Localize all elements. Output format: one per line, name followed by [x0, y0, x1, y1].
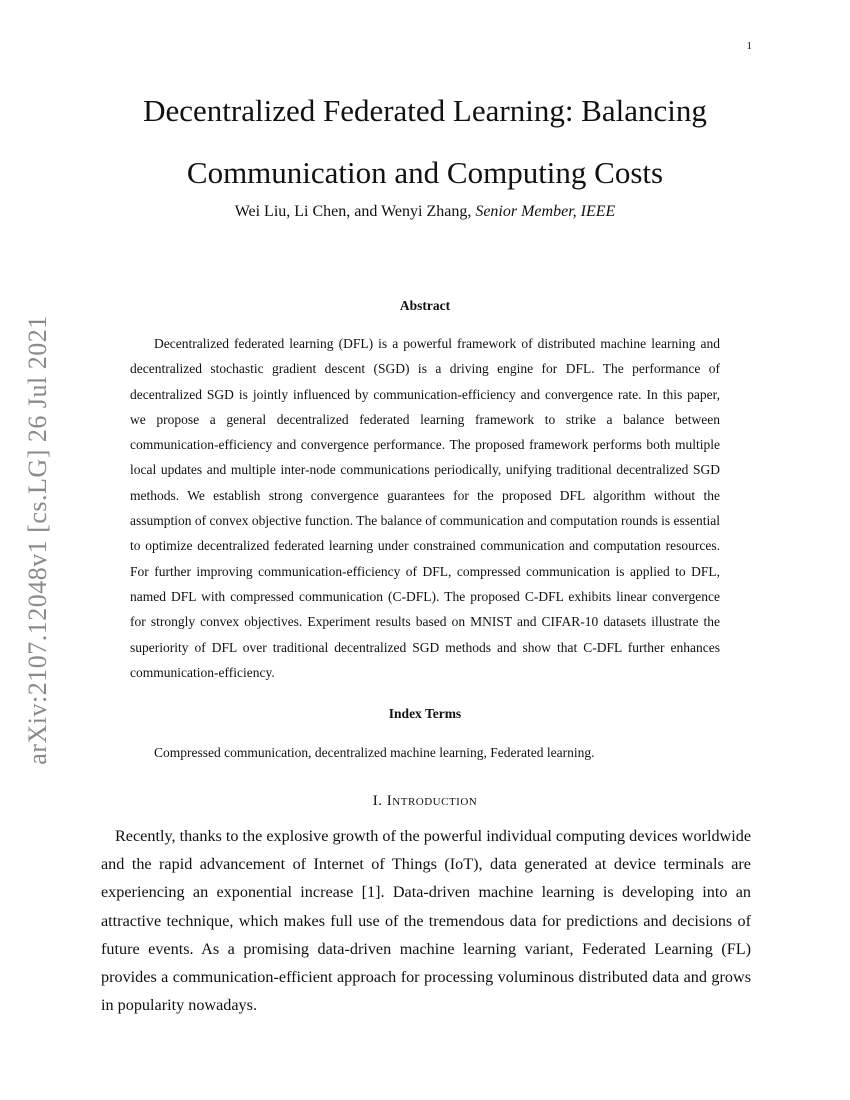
index-terms-body: Compressed communication, decentralized machine learning, Federated learning.	[154, 745, 595, 760]
author-line	[100, 200, 750, 224]
introduction-heading	[100, 793, 750, 810]
section-title: Introduction	[386, 793, 478, 809]
abstract-body: Decentralized federated learning (DFL) is a powerful framework of distributed machine learning and decentralized stochastic gradient descent (SGD) is a driving engine for DFL. The performance of decentralized SGD is jointly influenced by communication-efficiency and convergence rate. In this paper, we propose a general decentralized federated learning framework to strike a balance between communication-efficiency and convergence performance. The proposed framework performs both multiple local updates and multiple inter-node communications periodically, unifying traditional decentralized SGD methods. We establish strong convergence guarantees for the proposed DFL algorithm without the assumption of convex objective function. The balance of communication and computation rounds is essential to optimize decentralized federated learning under constrained communication and computation resources. For further improving communication-efficiency of DFL, compressed communication is applied to DFL, named DFL with compressed communication (C-DFL). The proposed C-DFL exhibits linear convergence for strongly convex objectives. Experiment results based on MNIST and CIFAR-10 datasets illustrate the superiority of DFL over traditional decentralized SGD methods and show that C-DFL further enhances communication-efficiency.	[130, 336, 720, 680]
section-numeral: I.	[372, 793, 383, 809]
arxiv-identifier-stamp: arXiv:2107.12048v1 [cs.LG] 26 Jul 2021	[23, 315, 52, 765]
author-names: Wei Liu, Li Chen, and Wenyi Zhang,	[234, 203, 472, 220]
page-number: 1	[746, 40, 752, 52]
abstract-heading: Abstract	[399, 298, 451, 313]
index-terms-heading: Index Terms	[388, 706, 462, 721]
author-membership: Senior Member, IEEE	[475, 203, 616, 220]
introduction-body: Recently, thanks to the explosive growth of the powerful individual computing devices worldwide and the rapid advancement of Internet of Things (IoT), data generated at device terminals are experiencing an exponential increase [1]. Data-driven machine learning is developing into an attractive technique, which makes full use of the tremendous data for predictions and decisions of future events. As a promising data-driven machine learning variant, Federated Learning (FL) provides a communication-efficient approach for processing voluminous distributed data and grows in popularity nowadays.	[101, 827, 751, 1015]
paper-title: Decentralized Federated Learning: Balancing Communication and Computing Costs	[143, 93, 707, 190]
